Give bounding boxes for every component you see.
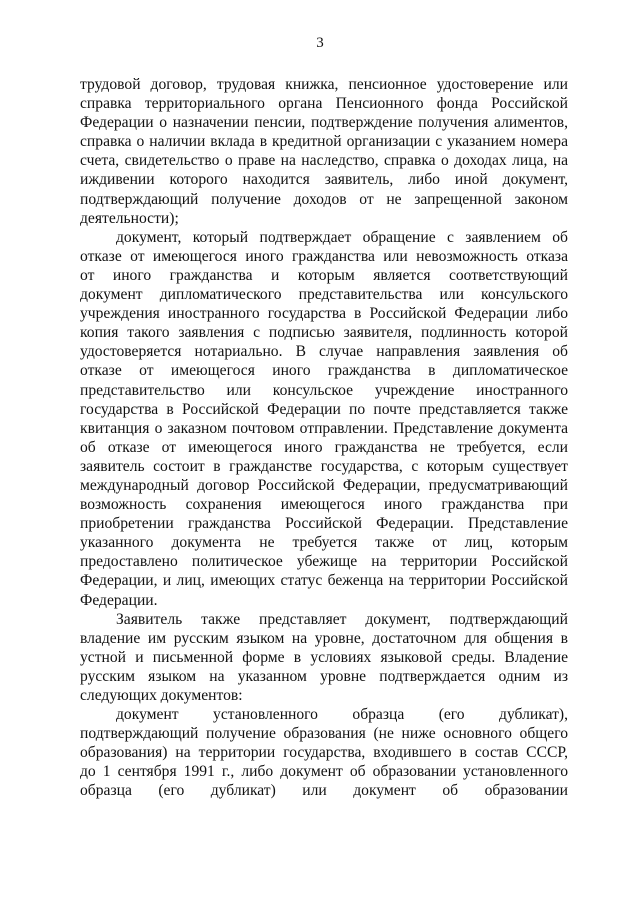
- text-line: документ установленного образца (его дубликат),: [116, 706, 568, 724]
- text-line: документ дипломатического представительства или консульского: [80, 286, 568, 304]
- text-line: предоставлено политическое убежище на территории Российской: [80, 553, 568, 571]
- text-line: счета, свидетельство о праве на наследство, справка о доходах лица, на: [80, 152, 568, 170]
- text-line: до 1 сентября 1991 г., либо документ об образовании установленного: [80, 763, 568, 781]
- text-line: отказе от имеющегося иного гражданства или невозможность отказа: [80, 247, 568, 265]
- text-line: трудовой договор, трудовая книжка, пенсионное удостоверение или: [80, 76, 568, 93]
- text-line: квитанция о заказном почтовом отправлении. Представление документа: [80, 419, 568, 437]
- text-line: Федерации, и лиц, имеющих статус беженца на территории Российской: [80, 572, 568, 590]
- text-line: подтверждающий получение доходов от не запрещенной законом: [80, 190, 568, 208]
- text-line: образца (его дубликат) или документ об образовании: [80, 782, 568, 800]
- text-line: отказе от имеющегося иного гражданства в дипломатическое: [80, 362, 568, 380]
- text-line: справка территориального органа Пенсионного фонда Российской: [80, 95, 568, 113]
- text-line: об отказе от имеющегося иного гражданства не требуется, если: [80, 438, 568, 456]
- page-number: 3: [316, 35, 324, 51]
- text-line: представительство или консульское учреждение иностранного: [80, 381, 568, 399]
- text-line: иждивении которого находится заявитель, либо иной документ,: [80, 171, 568, 189]
- text-line: владение им русским языком на уровне, достаточном для общения в: [80, 629, 568, 647]
- text-line: следующих документов:: [80, 687, 243, 704]
- text-line: копия такого заявления с подписью заявителя, подлинность которой: [80, 324, 568, 342]
- text-line: возможность сохранения имеющегося иного гражданства при: [80, 496, 568, 514]
- paragraph: [80, 75, 568, 228]
- text-line: Заявитель также представляет документ, подтверждающий: [116, 610, 568, 628]
- text-line: указанного документа не требуется также от лиц, которым: [80, 534, 568, 552]
- paragraph: [80, 228, 568, 610]
- paragraph: [80, 705, 568, 800]
- text-line: заявитель состоит в гражданстве государства, с которым существует: [80, 457, 568, 475]
- text-line: удостоверяется нотариально. В случае направления заявления об: [80, 343, 568, 361]
- text-line: государства в Российской Федерации по почте представляется также: [80, 400, 568, 418]
- text-line: русским языком на указанном уровне подтверждается одним из: [80, 667, 568, 685]
- text-line: Федерации.: [80, 591, 158, 609]
- text-line: устной и письменной форме в условиях языковой среды. Владение: [80, 648, 568, 666]
- text-line: документ, который подтверждает обращение с заявлением об: [116, 228, 568, 246]
- document-body: [80, 75, 568, 801]
- text-line: образования) на территории государства, входившего в состав СССР,: [80, 744, 568, 762]
- text-line: Федерации о назначении пенсии, подтверждение получения алиментов,: [80, 114, 568, 132]
- text-line: справка о наличии вклада в кредитной организации с указанием номера: [80, 133, 568, 151]
- text-line: приобретении гражданства Российской Федерации. Представление: [80, 515, 568, 533]
- text-line: международный договор Российской Федерации, предусматривающий: [80, 476, 568, 494]
- text-line: от иного гражданства и которым является соответствующий: [80, 266, 568, 284]
- text-line: деятельности);: [80, 209, 179, 227]
- paragraph: [80, 610, 568, 705]
- text-line: подтверждающий получение образования (не ниже основного общего: [80, 725, 568, 743]
- text-line: учреждения иностранного государства в Российской Федерации либо: [80, 305, 568, 323]
